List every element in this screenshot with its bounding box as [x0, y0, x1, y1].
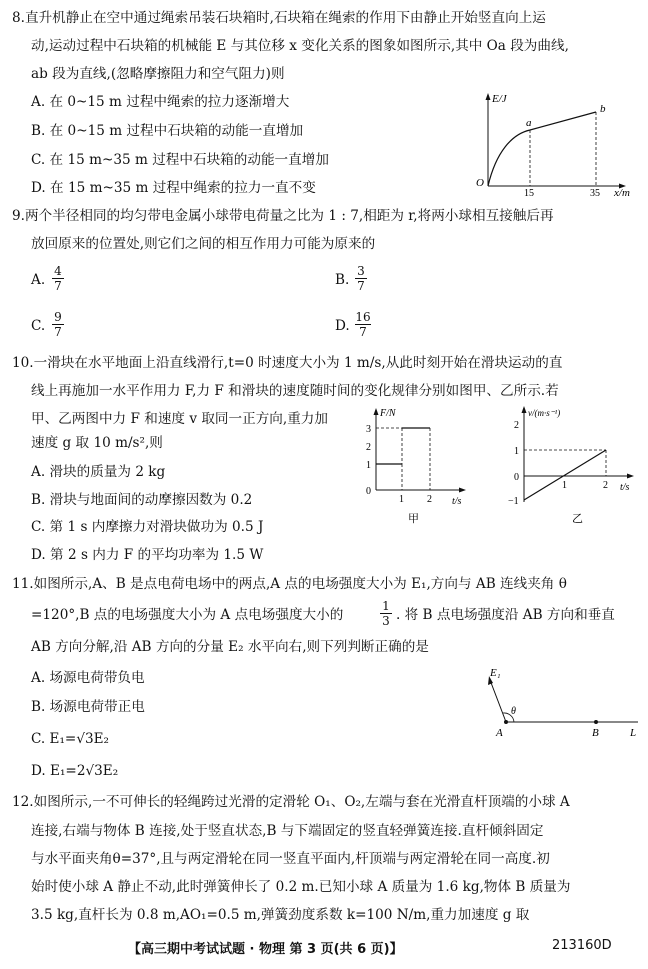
q8-graph-tick-15: 15 — [524, 188, 534, 198]
q8-graph-xlabel: x/m — [614, 187, 630, 198]
jia-caption: 甲 — [408, 513, 419, 525]
q11-field-figure — [478, 664, 644, 742]
yi-caption: 乙 — [572, 513, 583, 525]
q11-fig-B: B — [592, 727, 599, 739]
q10-stem-line-2: 线上再施加一水平作用力 F,力 F 和滑块的速度随时间的变化规律分别如图甲、乙所示.若 — [31, 383, 559, 399]
q8-stem-line-3: ab 段为直线,(忽略摩擦阻力和空气阻力)则 — [31, 66, 285, 82]
q11-fig-theta: θ — [511, 706, 516, 717]
q10-stem-line-1: 10.一滑块在水平地面上沿直线滑行,t=0 时速度大小为 1 m/s,从此时刻开始在滑块运动的直 — [12, 355, 563, 371]
q8-graph-point-a: a — [526, 117, 532, 129]
q8-graph-tick-35: 35 — [590, 188, 600, 198]
q9-option-b-label: B. — [335, 272, 350, 288]
q12-stem-line-4: 始时使小球 A 静止不动,此时弹簧伸长了 0.2 m.已知小球 A 质量为 1.6 kg,物体 B 质量为 — [31, 879, 571, 895]
q11-stem-line-1: 11.如图所示,A、B 是点电荷电场中的两点,A 点的电场强度大小为 E₁,方向与 AB 连线夹角 θ — [12, 576, 567, 592]
footer-title: 【高三期中考试试题 · 物理 第 3 页(共 6 页)】 — [128, 942, 403, 957]
jia-y1: 1 — [366, 460, 371, 471]
q9-c-numerator: 9 — [54, 310, 62, 324]
q8-stem-line-1: 8.直升机静止在空中通过绳索吊装石块箱时,石块箱在绳索的作用下由静止开始竖直向上运 — [12, 10, 546, 26]
yi-x2: 2 — [603, 480, 608, 491]
q10-force-graph-jia — [352, 404, 500, 526]
jia-x0: 0 — [366, 486, 371, 497]
q9-option-b-fraction — [355, 264, 367, 293]
q9-a-numerator: 4 — [54, 264, 62, 278]
q9-option-a-label: A. — [31, 272, 46, 288]
q8-option-c: C. 在 15 m~35 m 过程中石块箱的动能一直增加 — [31, 152, 329, 168]
yi-yn1: −1 — [508, 496, 519, 507]
q8-graph-ylabel: E/J — [492, 93, 507, 105]
jia-x1: 1 — [399, 494, 404, 505]
q9-stem-line-2: 放回原来的位置处,则它们之间的相互作用力可能为原来的 — [31, 236, 376, 252]
yi-x1: 1 — [562, 480, 567, 491]
q9-option-d-label: D. — [335, 318, 350, 334]
q11-fig-E1: E₁ — [490, 667, 501, 679]
q8-option-a: A. 在 0~15 m 过程中绳索的拉力逐渐增大 — [31, 94, 290, 110]
q12-stem-line-3: 与水平面夹角θ=37°,且与两定滑轮在同一竖直平面内,杆顶端与两定滑轮在同一高度.初 — [31, 851, 550, 867]
jia-ylabel: F/N — [380, 408, 396, 419]
q12-stem-line-1: 12.如图所示,一不可伸长的轻绳跨过光滑的定滑轮 O₁、O₂,左端与套在光滑直杆顶端的小球 A — [12, 794, 570, 810]
yi-y2: 2 — [514, 420, 519, 431]
q9-b-denominator: 7 — [357, 279, 365, 293]
q11-option-d: D. E₁=2√3E₂ — [31, 763, 119, 779]
footer-code: 213160D — [552, 938, 612, 953]
q11-fig-L: L — [630, 727, 637, 739]
jia-xlabel: t/s — [452, 496, 462, 507]
q10-option-d: D. 第 2 s 内力 F 的平均功率为 1.5 W — [31, 547, 264, 563]
q11-stem-line-2b: . 将 B 点电场强度沿 AB 方向和垂直 — [396, 607, 615, 623]
yi-x0: 0 — [514, 472, 519, 483]
q8-option-d: D. 在 15 m~35 m 过程中绳索的拉力一直不变 — [31, 180, 316, 196]
yi-xlabel: t/s — [620, 482, 630, 493]
q10-option-c: C. 第 1 s 内摩擦力对滑块做功为 0.5 J — [31, 519, 264, 535]
q12-stem-line-5: 3.5 kg,直杆长为 0.8 m,AO₁=0.5 m,弹簧劲度系数 k=100 N/m,重力加速度 g 取 — [31, 907, 530, 923]
q10-option-b: B. 滑块与地面间的动摩擦因数为 0.2 — [31, 492, 253, 508]
q11-option-c: C. E₁=√3E₂ — [31, 731, 110, 747]
jia-x2: 2 — [427, 494, 432, 505]
q9-option-d-fraction — [355, 310, 371, 339]
yi-ylabel: v/(m·s⁻¹) — [528, 408, 561, 418]
q9-c-denominator: 7 — [54, 325, 62, 339]
q9-b-numerator: 3 — [357, 264, 365, 278]
q10-stem-line-4: 速度 g 取 10 m/s²,则 — [31, 435, 163, 451]
q11-option-b: B. 场源电荷带正电 — [31, 699, 145, 715]
q11-frac-numerator: 1 — [382, 599, 390, 613]
q11-frac-denominator: 3 — [382, 614, 390, 628]
q11-fraction — [380, 599, 392, 628]
q10-stem-line-3: 甲、乙两图中力 F 和速度 v 取同一正方向,重力加 — [31, 411, 328, 427]
q10-option-a: A. 滑块的质量为 2 kg — [31, 464, 166, 480]
q11-option-a: A. 场源电荷带负电 — [31, 670, 145, 686]
q9-option-c-label: C. — [31, 318, 46, 334]
yi-y1: 1 — [514, 446, 519, 457]
q11-stem-line-2a: =120°,B 点的电场强度大小为 A 点电场强度大小的 — [31, 607, 344, 623]
q11-fig-A: A — [496, 727, 503, 739]
jia-y2: 2 — [366, 442, 371, 453]
q9-d-denominator: 7 — [359, 325, 367, 339]
q9-a-denominator: 7 — [54, 279, 62, 293]
q11-stem-line-3: AB 方向分解,沿 AB 方向的分量 E₂ 水平向右,则下列判断正确的是 — [31, 639, 429, 655]
q9-option-c-fraction — [52, 310, 64, 339]
jia-y3: 3 — [366, 424, 371, 435]
q8-option-b: B. 在 0~15 m 过程中石块箱的动能一直增加 — [31, 123, 304, 139]
q9-stem-line-1: 9.两个半径相同的均匀带电金属小球带电荷量之比为 1 : 7,相距为 r,将两小球相互接触后再 — [12, 208, 554, 224]
q8-graph-point-b: b — [600, 103, 606, 115]
q8-stem-line-2: 动,运动过程中石块箱的机械能 E 与其位移 x 变化关系的图象如图所示,其中 Oa 段为曲线, — [31, 38, 569, 54]
q9-option-a-fraction — [52, 264, 64, 293]
q8-graph-origin: O — [476, 177, 484, 189]
q8-energy-graph — [462, 90, 642, 198]
q10-velocity-graph-yi — [500, 404, 646, 526]
q9-d-numerator: 16 — [355, 310, 371, 324]
q12-stem-line-2: 连接,右端与物体 B 连接,处于竖直状态,B 与下端固定的竖直轻弹簧连接.直杆倾斜固定 — [31, 823, 544, 839]
